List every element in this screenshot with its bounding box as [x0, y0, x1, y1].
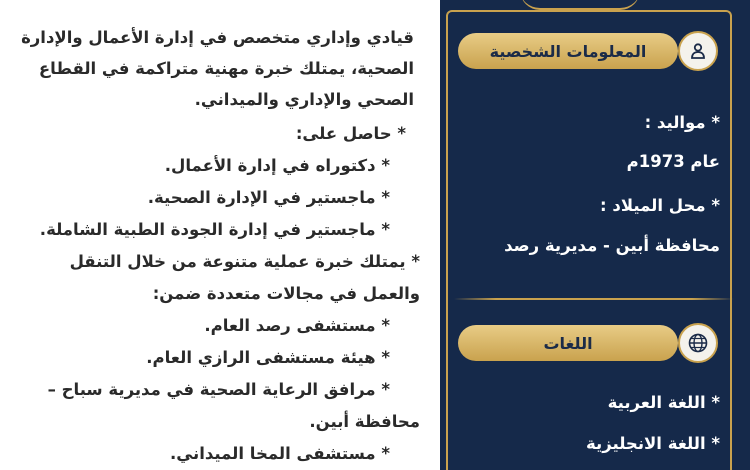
- birth-year-label: * مواليد :: [644, 113, 720, 132]
- biography-line: * دكتوراه في إدارة الأعمال.: [164, 156, 390, 175]
- person-icon: [678, 31, 718, 71]
- biography-line: والعمل في مجالات متعددة ضمن:: [152, 284, 420, 303]
- biography-line: * حاصل على:: [295, 124, 406, 143]
- globe-icon: [678, 323, 718, 363]
- biography-line: * ماجستير في إدارة الجودة الطبية الشاملة.: [39, 220, 390, 239]
- biography-line: * مستشفى رصد العام.: [204, 316, 390, 335]
- decorative-curve: [520, 0, 640, 10]
- biography-intro: قيادي وإداري متخصص في إدارة الأعمال والإدارة الصحية، يمتلك خبرة مهنية متراكمة في القطاع الصحي والإداري والميداني.: [21, 28, 414, 109]
- birth-year-value: عام 1973م: [626, 152, 720, 171]
- languages-header: اللغات: [458, 325, 678, 361]
- language-item: * اللغة العربية: [607, 393, 720, 412]
- biography-line: * هيئة مستشفى الرازي العام.: [146, 348, 390, 367]
- biography-line: * مرافق الرعاية الصحية في مديرية سباح –: [47, 380, 390, 399]
- biography-line: * مستشفى المخا الميداني.: [170, 444, 390, 463]
- biography-list: [10, 118, 420, 470]
- personal-info-header: المعلومات الشخصية: [458, 33, 678, 69]
- birthplace-label: * محل الميلاد :: [600, 196, 720, 215]
- biography-line: * ماجستير في الإدارة الصحية.: [147, 188, 390, 207]
- birthplace-value: محافظة أبين - مديرية رصد: [504, 236, 720, 255]
- language-item: * اللغة الانجليزية: [586, 434, 720, 453]
- biography-line: * يمتلك خبرة عملية متنوعة من خلال التنقل: [69, 252, 420, 271]
- section-divider: [454, 298, 734, 300]
- biography-line: محافظة أبين.: [309, 412, 420, 431]
